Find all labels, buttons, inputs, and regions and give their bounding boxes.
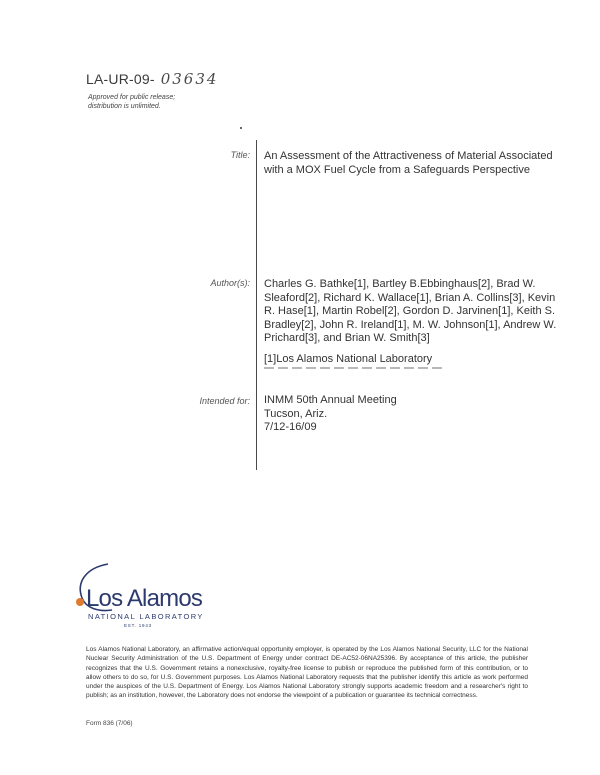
- date-line: 7/12-16/09: [264, 421, 317, 433]
- legal-disclaimer: Los Alamos National Laboratory, an affirmative action/equal opportunity employer, is operated by the Los Alamos National Security, LLC for the National Nuclear Security Administration of the U.S. Department of Energy under contract DE-AC52-06NA25396. By acceptance of this article, the publisher recognizes that the U.S. Government retains a nonexclusive, royalty-free license to publish or reproduce the published form of this contribution, or to allow others to do so, for U.S. Government purposes. Los Alamos National Laboratory requests that the publisher identify this article as work performed under the auspices of the U.S. Department of Energy. Los Alamos National Laboratory strongly supports academic freedom and a researcher's right to publish; as an institution, however, the Laboratory does not endorse the viewpoint of a publication or guarantee its technical correctness.: [86, 646, 528, 700]
- document-title: [264, 150, 564, 177]
- author-line: Charles G. Bathke[1], Bartley B.Ebbinghaus[2], Brad W.: [264, 278, 536, 290]
- logo-established: EST. 1943: [124, 623, 152, 628]
- scan-dot: [240, 127, 242, 129]
- author-line: Sleaford[2], Richard K. Wallace[1], Brian A. Collins[3], Kevin: [264, 291, 556, 304]
- venue-line: INMM 50th Annual Meeting: [264, 394, 397, 406]
- approval-notice: [88, 93, 175, 111]
- vertical-divider: [256, 140, 257, 470]
- title-line: An Assessment of the Attractiveness of Material Associated: [264, 150, 553, 162]
- author-line: R. Hase[1], Martin Robel[2], Gordon D. Jarvinen[1], Keith S.: [264, 305, 556, 317]
- affiliation: [1]Los Alamos National Laboratory: [264, 353, 433, 365]
- report-number: [86, 70, 218, 88]
- cropped-affiliation-text: [264, 367, 444, 369]
- author-line: Bradley[2], John R. Ireland[1], M. W. Johnson[1], Andrew W.: [264, 318, 557, 331]
- distribution-line: distribution is unlimited.: [88, 103, 161, 110]
- form-number: Form 836 (7/06): [86, 720, 133, 727]
- approval-line: Approved for public release;: [88, 94, 176, 101]
- author-line: Prichard[3], and Brian W. Smith[3]: [264, 332, 430, 344]
- intended-for-value: [264, 394, 564, 435]
- logo-wordmark: Los Alamos: [86, 585, 203, 612]
- intended-for-label: Intended for:: [199, 396, 250, 406]
- title-label: Title:: [230, 150, 250, 160]
- handwritten-report-digits: 03634: [160, 70, 219, 88]
- location-line: Tucson, Ariz.: [264, 407, 328, 420]
- authors-label: Author(s):: [210, 278, 250, 288]
- report-number-prefix: LA-UR-09-: [86, 71, 155, 87]
- title-line: with a MOX Fuel Cycle from a Safeguards Perspective: [264, 163, 530, 176]
- logo-subtitle: NATIONAL LABORATORY: [88, 612, 204, 621]
- logo-orange-dot-icon: [76, 598, 84, 606]
- authors-list: [264, 278, 564, 346]
